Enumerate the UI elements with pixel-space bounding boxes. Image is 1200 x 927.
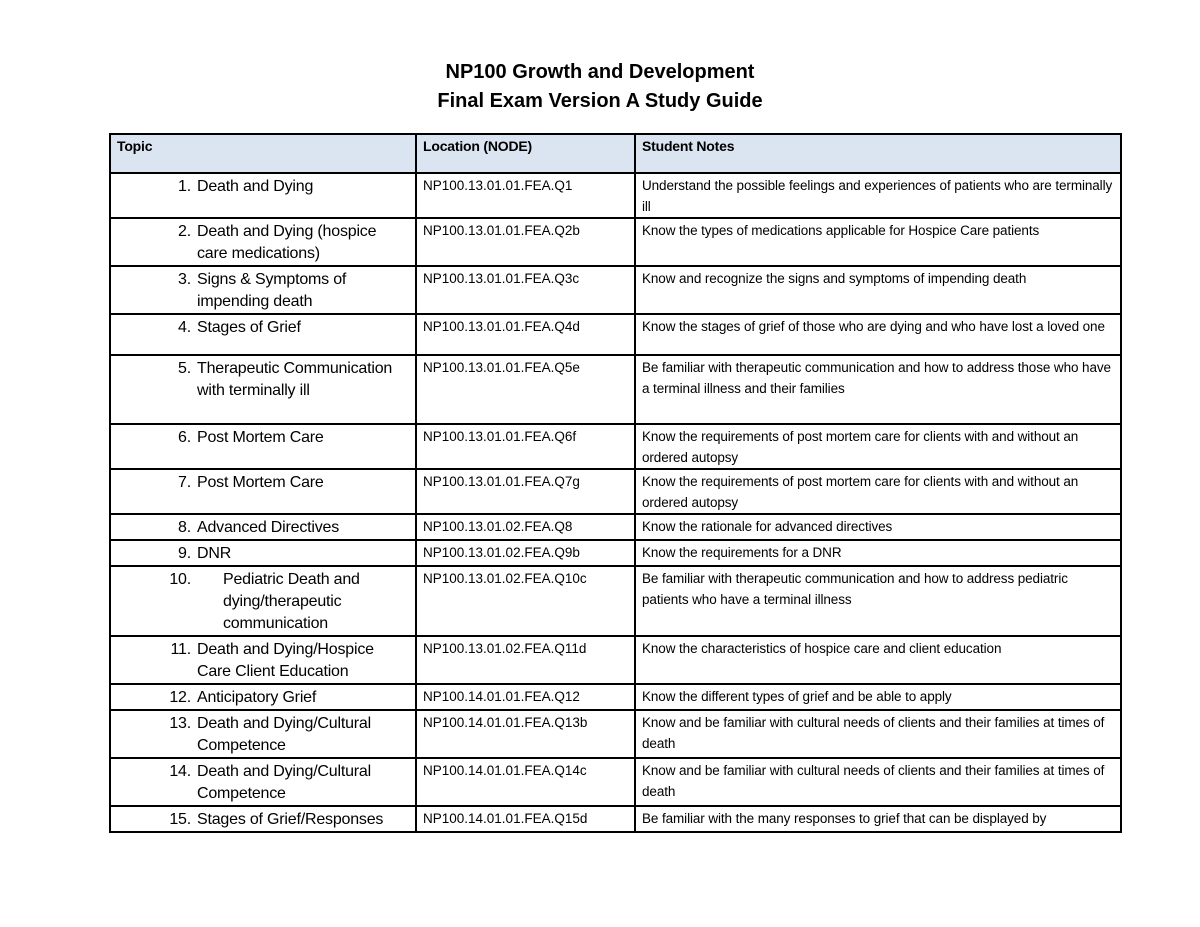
topic-text: Anticipatory Grief [197,689,317,706]
notes-cell: Be familiar with the many responses to grief that can be displayed by [635,806,1121,832]
location-cell: NP100.13.01.02.FEA.Q10c [416,566,635,636]
topic-text: Stages of Grief/Responses [197,811,384,828]
topic-number: 2. [178,223,191,240]
topic-number: 4. [178,319,191,336]
topic-number: 12. [169,689,191,706]
location-cell: NP100.13.01.02.FEA.Q11d [416,636,635,684]
document-title [0,58,1200,116]
topic-cell [110,540,416,566]
topic-cell [110,806,416,832]
location-cell: NP100.13.01.01.FEA.Q6f [416,424,635,469]
location-cell: NP100.13.01.01.FEA.Q3c [416,266,635,314]
topic-text: Death and Dying/Cultural Competence [197,763,371,802]
study-guide-table [109,133,1122,833]
topic-text: Post Mortem Care [197,474,324,491]
topic-cell [110,314,416,355]
location-cell: NP100.13.01.01.FEA.Q1 [416,173,635,218]
title-line-2: Final Exam Version A Study Guide [437,90,763,112]
notes-cell: Know the requirements of post mortem care for clients with and without an ordered autopsy [635,424,1121,469]
table-row [110,266,1121,314]
topic-number: 9. [178,545,191,562]
notes-cell: Know the requirements of post mortem care for clients with and without an ordered autopsy [635,469,1121,514]
topic-number: 5. [178,360,191,377]
topic-cell [110,173,416,218]
notes-cell: Know and be familiar with cultural needs of clients and their families at times of death [635,758,1121,806]
topic-number: 13. [169,715,191,732]
topic-text: Death and Dying [197,178,314,195]
notes-cell: Know the types of medications applicable for Hospice Care patients [635,218,1121,266]
table-row [110,636,1121,684]
title-line-1: NP100 Growth and Development [445,61,755,83]
header-row [110,134,1121,173]
topic-number: 7. [178,474,191,491]
topic-text: Signs & Symptoms of impending death [197,271,347,310]
notes-cell: Know the characteristics of hospice care and client education [635,636,1121,684]
location-cell: NP100.14.01.01.FEA.Q13b [416,710,635,758]
topic-text: Advanced Directives [197,519,340,536]
topic-number: 8. [178,519,191,536]
table-row [110,684,1121,710]
location-cell: NP100.13.01.01.FEA.Q4d [416,314,635,355]
notes-cell: Understand the possible feelings and experiences of patients who are terminally ill [635,173,1121,218]
topic-text: Death and Dying/Hospice Care Client Education [197,641,374,680]
notes-cell: Be familiar with therapeutic communication and how to address those who have a terminal illness and their families [635,355,1121,424]
topic-number: 15. [169,811,191,828]
location-cell: NP100.13.01.01.FEA.Q5e [416,355,635,424]
topic-cell [110,266,416,314]
header-location: Location (NODE) [416,134,635,173]
table-row [110,355,1121,424]
table-row [110,218,1121,266]
location-cell: NP100.13.01.01.FEA.Q7g [416,469,635,514]
topic-cell [110,636,416,684]
topic-text: Post Mortem Care [197,429,324,446]
location-cell: NP100.14.01.01.FEA.Q14c [416,758,635,806]
table-row [110,710,1121,758]
topic-number: 6. [178,429,191,446]
topic-number: 11. [170,641,191,658]
table-row [110,173,1121,218]
notes-cell: Be familiar with therapeutic communication and how to address pediatric patients who have a terminal illness [635,566,1121,636]
topic-cell [110,710,416,758]
table-row [110,566,1121,636]
header-notes: Student Notes [635,134,1121,173]
topic-cell [110,355,416,424]
table-row [110,514,1121,540]
table-row [110,424,1121,469]
topic-text: Therapeutic Communication with terminally ill [197,360,393,399]
notes-cell: Know and recognize the signs and symptoms of impending death [635,266,1121,314]
topic-text: Pediatric Death and dying/therapeutic communication [223,571,360,632]
notes-cell: Know the stages of grief of those who are dying and who have lost a loved one [635,314,1121,355]
topic-number: 1. [178,178,191,195]
topic-number: 3. [178,271,191,288]
topic-cell [110,424,416,469]
topic-text: Stages of Grief [197,319,301,336]
table-row [110,314,1121,355]
topic-cell [110,514,416,540]
table-row [110,758,1121,806]
topic-cell [110,684,416,710]
location-cell: NP100.13.01.02.FEA.Q8 [416,514,635,540]
location-cell: NP100.13.01.01.FEA.Q2b [416,218,635,266]
table-row [110,469,1121,514]
topic-cell [110,218,416,266]
topic-cell [110,469,416,514]
notes-cell: Know the different types of grief and be able to apply [635,684,1121,710]
notes-cell: Know the requirements for a DNR [635,540,1121,566]
location-cell: NP100.14.01.01.FEA.Q12 [416,684,635,710]
topic-number: 10. [169,571,191,588]
header-topic: Topic [110,134,416,173]
topic-text: DNR [197,545,232,562]
topic-text: Death and Dying/Cultural Competence [197,715,371,754]
topic-cell [110,566,416,636]
topic-text: Death and Dying (hospice care medications) [197,223,377,262]
table-row [110,806,1121,832]
topic-number: 14. [169,763,191,780]
topic-cell [110,758,416,806]
notes-cell: Know and be familiar with cultural needs of clients and their families at times of death [635,710,1121,758]
notes-cell: Know the rationale for advanced directives [635,514,1121,540]
location-cell: NP100.13.01.02.FEA.Q9b [416,540,635,566]
table-row [110,540,1121,566]
location-cell: NP100.14.01.01.FEA.Q15d [416,806,635,832]
